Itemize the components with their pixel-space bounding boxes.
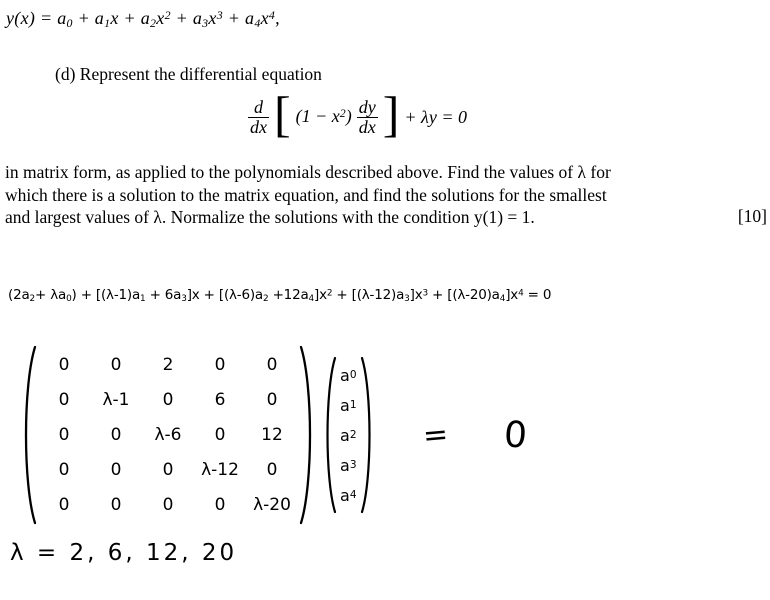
paragraph-line: in matrix form, as applied to the polynomials described above. Find the values of λ for bbox=[5, 162, 611, 182]
vector-entry: a 0 bbox=[340, 365, 357, 385]
matrix-cell: 0 bbox=[162, 390, 174, 410]
vector-entry: a 2 bbox=[340, 425, 357, 445]
matrix-cell: 12 bbox=[261, 425, 283, 445]
polynomial-definition: $y(x) = a_0 + a_1x + a_2x^2 + a_3x^3 + a_4x^4$, bbox=[6, 8, 280, 30]
right-bracket: ] bbox=[382, 86, 400, 142]
left-bracket: [ bbox=[274, 86, 291, 142]
matrix-cell: 0 bbox=[110, 460, 122, 480]
matrix-cell: 0 bbox=[266, 460, 278, 480]
marks-badge: [10] bbox=[737, 206, 767, 227]
matrix-cell: 0 bbox=[58, 460, 70, 480]
handwritten-zero-rhs: 0 bbox=[502, 413, 528, 457]
matrix-cell: 0 bbox=[214, 355, 226, 375]
vector-entry: a 1 bbox=[340, 395, 357, 415]
matrix-cell: 0 bbox=[110, 355, 122, 375]
paragraph-line: and largest values of λ. Normalize the solutions with the condition y(1) = 1. bbox=[5, 207, 535, 228]
matrix-cell: 0 bbox=[58, 495, 70, 515]
fraction-numerator: dy bbox=[358, 96, 376, 117]
matrix-cell: 0 bbox=[266, 390, 278, 410]
vector-entry: a 3 bbox=[340, 455, 357, 475]
fraction-denominator: dx bbox=[358, 116, 376, 137]
matrix-cell: λ-1 bbox=[102, 390, 130, 410]
eigenvalues-result-line: λ = 2, 6, 12, 20 bbox=[10, 540, 238, 566]
matrix-cell: 0 bbox=[58, 355, 70, 375]
matrix-cell: 0 bbox=[266, 355, 278, 375]
matrix-cell: 0 bbox=[162, 460, 174, 480]
matrix-cell: 0 bbox=[110, 425, 122, 445]
part-d-heading: (d) Represent the differential equation bbox=[55, 64, 322, 84]
equation-inner-term: $(1 - x^2)$ bbox=[295, 106, 352, 127]
paragraph-line: which there is a solution to the matrix equation, and find the solutions for the smallest bbox=[5, 184, 607, 205]
matrix-right-paren bbox=[298, 344, 316, 526]
matrix-cell: λ-20 bbox=[253, 495, 291, 515]
question-paragraph bbox=[5, 161, 767, 229]
vector-left-paren bbox=[322, 355, 338, 515]
vector-right-paren bbox=[359, 355, 375, 515]
matrix-equation bbox=[20, 344, 527, 526]
coefficient-vector bbox=[340, 360, 357, 510]
matrix-cell: 0 bbox=[58, 390, 70, 410]
matrix-cell: λ-12 bbox=[201, 460, 239, 480]
matrix-cell: λ-6 bbox=[154, 425, 182, 445]
differential-equation bbox=[248, 86, 467, 142]
equation-tail: + λy = 0 bbox=[404, 106, 467, 127]
matrix-cell: 0 bbox=[110, 495, 122, 515]
matrix-left-paren bbox=[20, 344, 38, 526]
matrix-cell: 0 bbox=[58, 425, 70, 445]
dy-dx-fraction bbox=[357, 98, 378, 137]
matrix-cell: 2 bbox=[162, 355, 174, 375]
fraction-denominator: dx bbox=[250, 116, 267, 137]
handwritten-expansion-equation: $(2a_2+ \lambda a_0) + [(\lambda-1)a_1 + 6a_3]x + [(\lambda-6)a_2 +12a_4]x^2 + [(\lambda-12)a_3]x^3 + [(\lambda-20)a_4]x^4 = 0$ bbox=[8, 287, 552, 304]
matrix-cell: 0 bbox=[214, 495, 226, 515]
fraction-numerator: d bbox=[254, 96, 263, 117]
matrix-cell: 0 bbox=[214, 425, 226, 445]
matrix-cell: 0 bbox=[162, 495, 174, 515]
d-dx-fraction bbox=[248, 98, 269, 137]
coefficient-matrix bbox=[38, 348, 298, 523]
handwritten-equals-sign: = bbox=[421, 416, 448, 454]
vector-entry: a 4 bbox=[340, 485, 357, 505]
matrix-cell: 6 bbox=[214, 390, 226, 410]
